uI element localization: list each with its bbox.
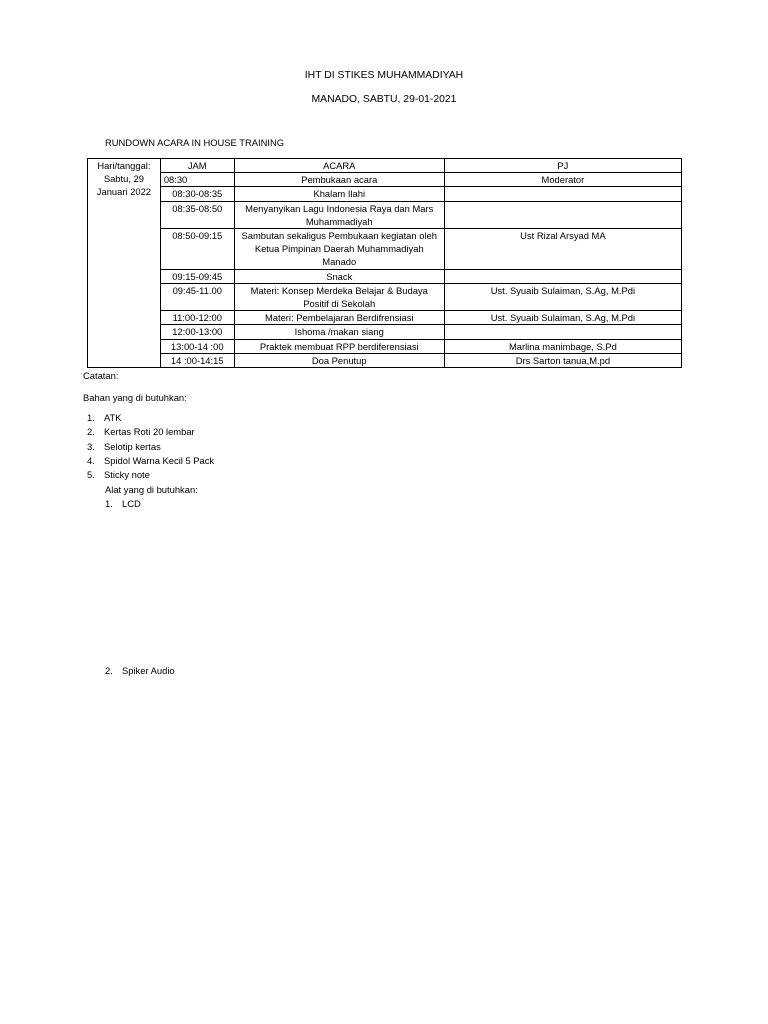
list-item-label: ATK [104, 412, 122, 423]
list-item [87, 426, 214, 440]
day-value: Sabtu, 29 Januari 2022 [96, 173, 152, 198]
cell-jam: 11:00-12:00 [160, 311, 234, 325]
cell-acara: Materi: Konsep Merdeka Belajar & Budaya Positif di Sekolah [234, 283, 444, 310]
cell-acara: Pembukaan acara [234, 173, 444, 187]
cell-pj [444, 201, 681, 228]
list-number: 1. [87, 412, 95, 423]
list-item-label: LCD [122, 498, 141, 509]
cell-pj [444, 187, 681, 201]
list-number: 5. [87, 469, 95, 481]
materials-list [87, 412, 214, 483]
cell-acara: Sambutan sekaligus Pembukaan kegiatan oleh Ketua Pimpinan Daerah Muhammadiyah Manado [234, 229, 444, 270]
cell-jam: 08:30 [160, 173, 234, 187]
list-number: 4. [87, 454, 95, 466]
list-item [87, 412, 214, 426]
table-row [88, 201, 682, 228]
list-item-label: Selotip kertas [104, 440, 161, 452]
table-row [88, 229, 682, 270]
list-number: 3. [87, 440, 95, 452]
cell-acara: Materi: Pembelajaran Berdifrensiasi [234, 311, 444, 325]
table-row [88, 311, 682, 325]
cell-jam: 08:30-08:35 [160, 187, 234, 201]
list-item-label: Spiker Audio [122, 665, 175, 676]
document-subtitle: MANADO, SABTU, 29-01-2021 [311, 94, 457, 105]
table-row [88, 187, 682, 201]
list-item [87, 455, 214, 469]
column-header-acara: ACARA [234, 159, 444, 173]
rundown-title: RUNDOWN ACARA IN HOUSE TRAINING [105, 137, 285, 148]
cell-acara: Khalam Ilahi [234, 187, 444, 201]
cell-pj: Ust. Syuaib Sulaiman, S.Ag, M.Pdi [444, 283, 681, 310]
cell-jam: 08:35-08:50 [160, 201, 234, 228]
cell-pj: Ust. Syuaib Sulaiman, S.Ag, M.Pdi [444, 311, 681, 325]
list-number: 1. [105, 498, 113, 509]
cell-jam: 12:00-13:00 [160, 325, 234, 339]
column-header-jam: JAM [160, 159, 234, 173]
cell-jam: 09:45-11.00 [160, 283, 234, 310]
cell-acara: Menyanyikan Lagu Indonesia Raya dan Mars Muhammadiyah [234, 201, 444, 228]
tools-list-item [105, 498, 141, 510]
cell-pj: Drs Sarton tanua,M.pd [444, 353, 681, 367]
cell-acara: Praktek membuat RPP berdiferensiasi [234, 339, 444, 353]
table-row [88, 283, 682, 310]
list-number: 2. [87, 426, 95, 438]
cell-pj: Moderator [444, 173, 681, 187]
table-row [88, 173, 682, 187]
column-header-pj: PJ [444, 159, 681, 173]
cell-acara: Ishoma /makan siang [234, 325, 444, 339]
cell-pj [444, 269, 681, 283]
cell-pj: Ust Rizal Arsyad MA [444, 229, 681, 270]
cell-jam: 08:50-09:15 [160, 229, 234, 270]
day-cell [88, 159, 161, 368]
notes-label: Catatan: [83, 370, 119, 381]
list-item [87, 469, 214, 483]
cell-pj: Marlina manimbage, S.Pd [444, 339, 681, 353]
list-item-label: Spidol Warna Kecil 5 Pack [104, 454, 215, 466]
table-row [88, 269, 682, 283]
tools-label: Alat yang di butuhkan: [105, 484, 198, 495]
cell-jam: 13:00-14 :00 [160, 339, 234, 353]
rundown-table [87, 158, 682, 368]
table-row [88, 353, 682, 367]
cell-pj [444, 325, 681, 339]
table-header-row [88, 159, 682, 173]
tools-list-item [105, 665, 175, 677]
cell-jam: 14 :00-14:15 [160, 353, 234, 367]
day-header: Hari/tanggal: [97, 160, 151, 171]
document-title: IHT DI STIKES MUHAMMADIYAH [304, 70, 464, 81]
cell-jam: 09:15-09:45 [160, 269, 234, 283]
table-row [88, 339, 682, 353]
cell-acara: Doa Penutup [234, 353, 444, 367]
list-item [87, 441, 214, 455]
list-item-label: Sticky note [104, 469, 150, 481]
list-number: 2. [105, 665, 113, 676]
cell-acara: Snack [234, 269, 444, 283]
materials-label: Bahan yang di butuhkan: [83, 392, 187, 403]
table-row [88, 325, 682, 339]
list-item-label: Kertas Roti 20 lembar [104, 426, 195, 438]
